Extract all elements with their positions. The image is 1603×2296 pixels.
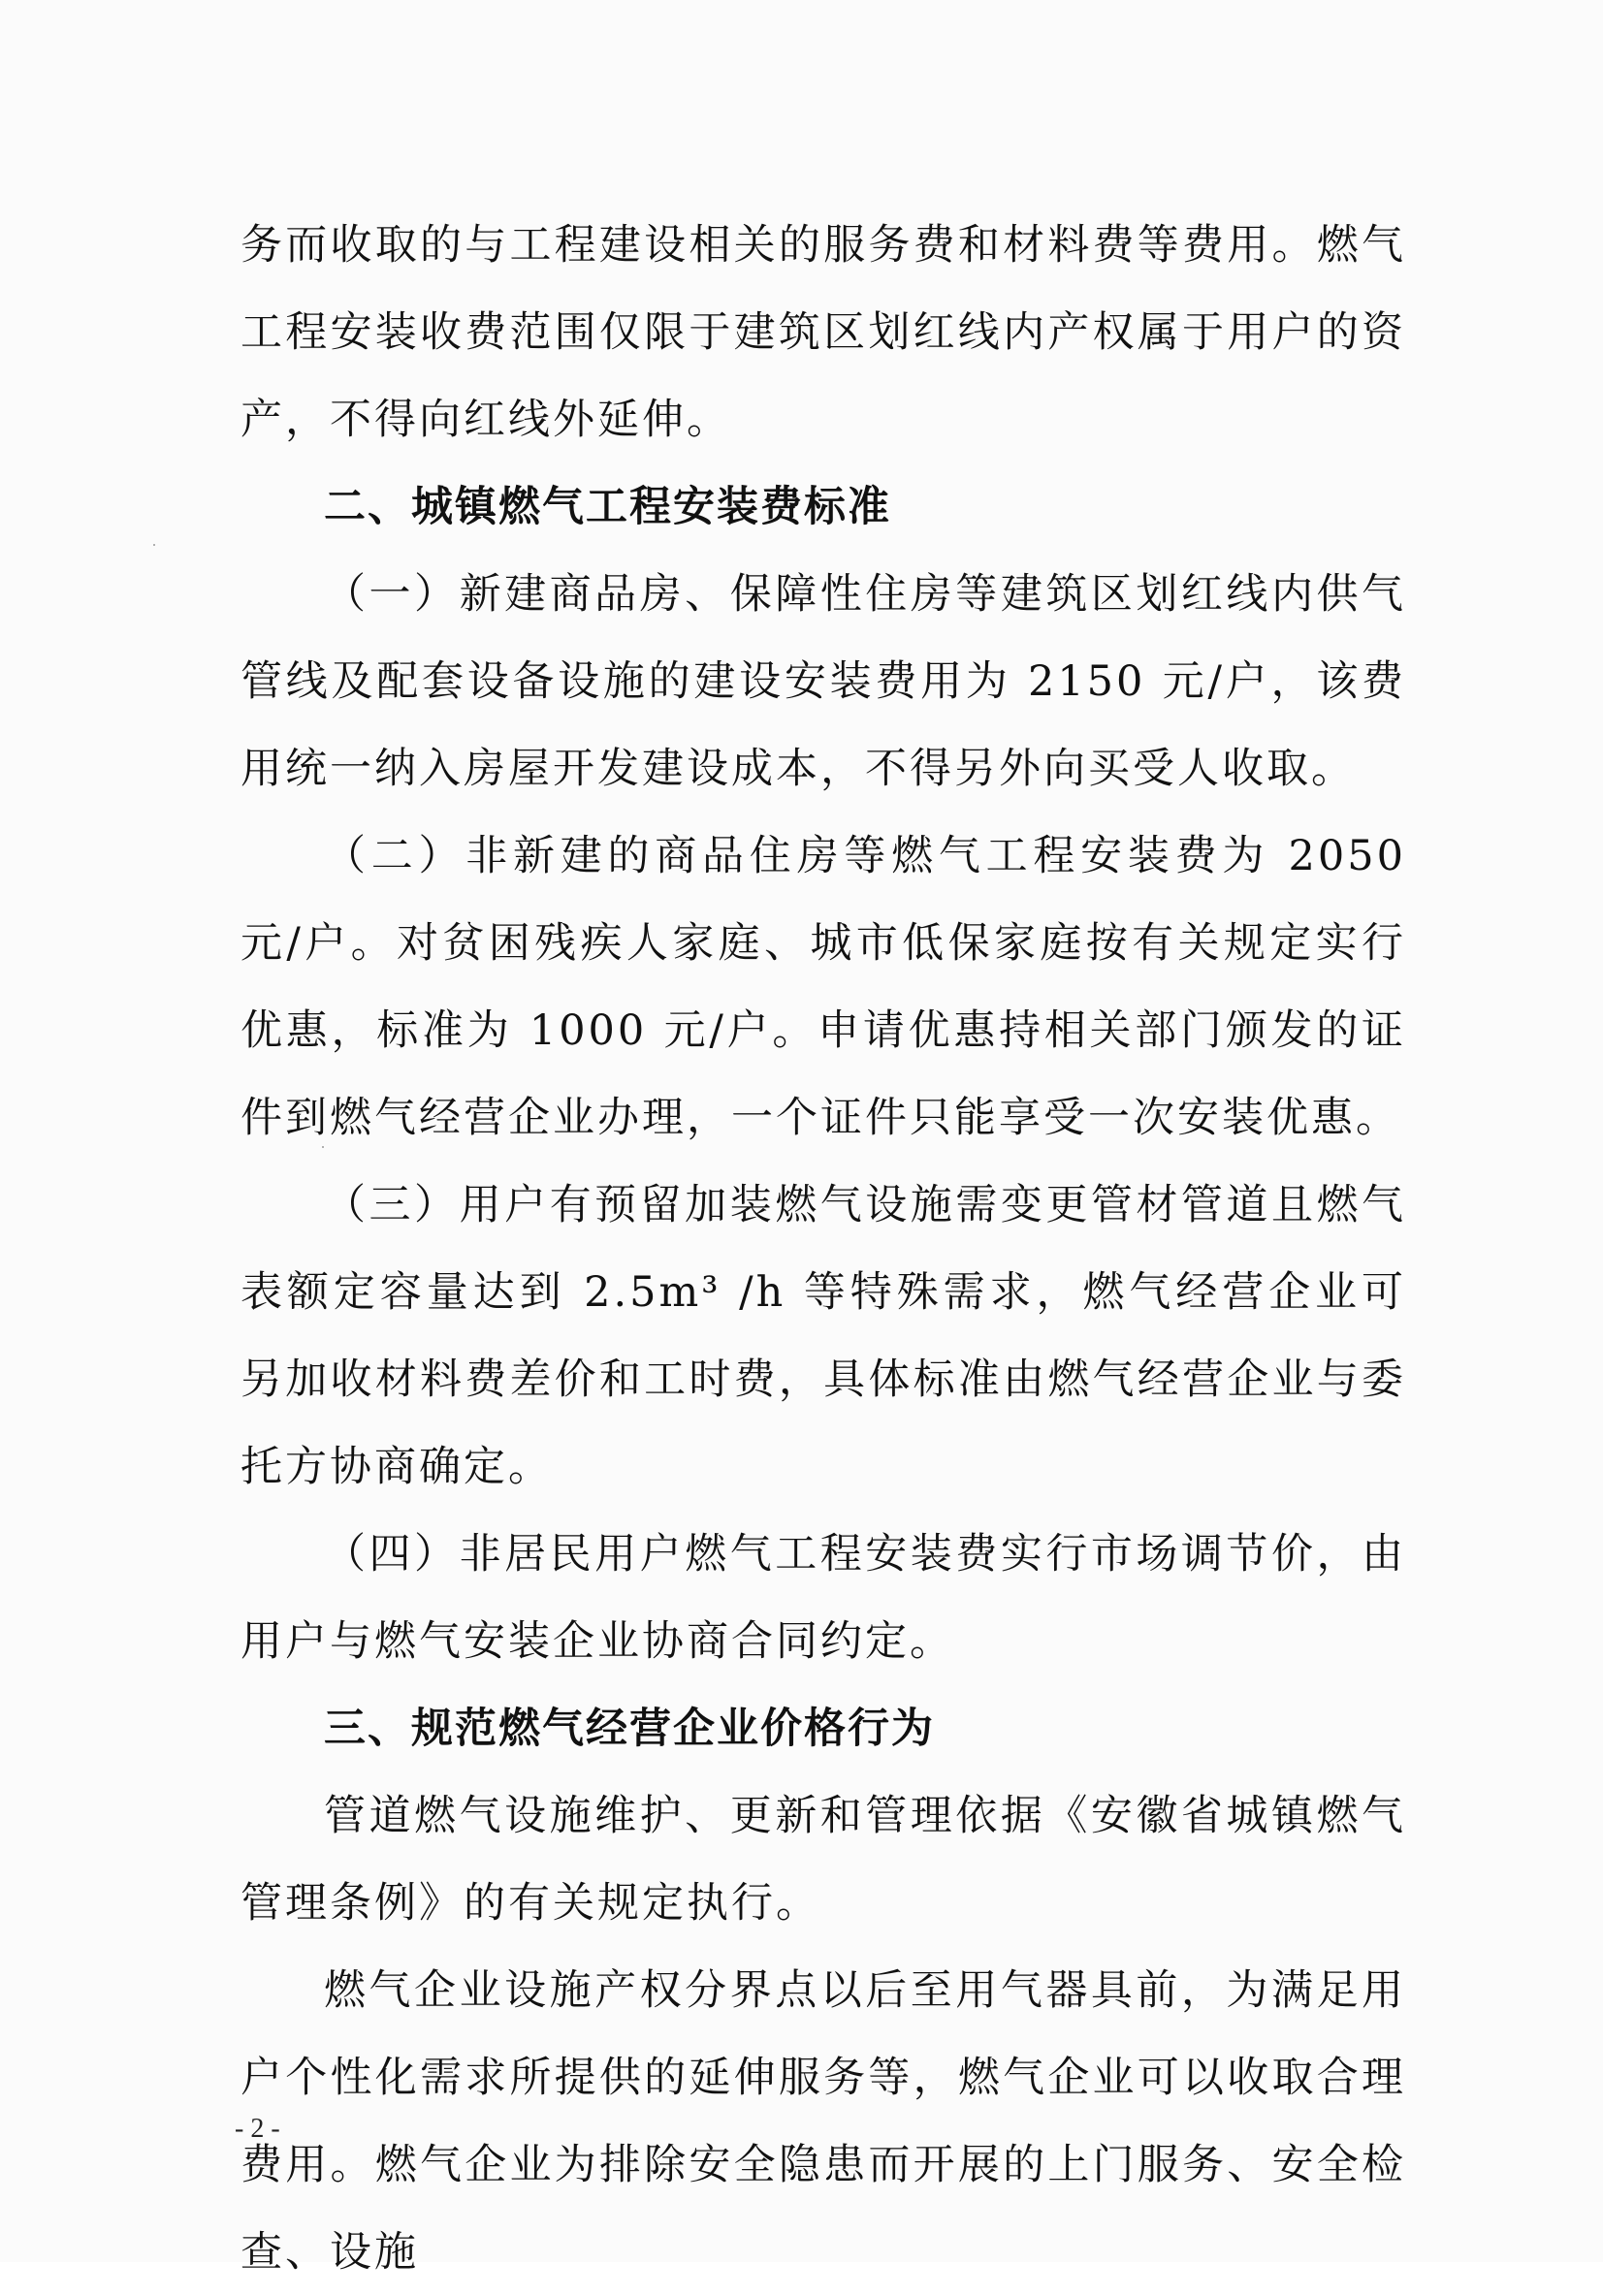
paragraph-item-1: （一）新建商品房、保障性住房等建筑区划红线内供气管线及配套设备设施的建设安装费用为 2150 元/户，该费用统一纳入房屋开发建设成本，不得另外向买受人收取。 — [240, 570, 1406, 793]
paragraph-maintenance: 管道燃气设施维护、更新和管理依据《安徽省城镇燃气管理条例》的有关规定执行。 — [240, 1792, 1406, 1928]
document-body — [240, 202, 1406, 2296]
paragraph-continuation: 务而收取的与工程建设相关的服务费和材料费等费用。燃气工程安装收费范围仅限于建筑区划红线内产权属于用户的资产，不得向红线外延伸。 — [240, 221, 1406, 444]
paragraph-extended-service: 燃气企业设施产权分界点以后至用气器具前，为满足用户个性化需求所提供的延伸服务等，燃气企业可以收取合理费用。燃气企业为排除安全隐患而开展的上门服务、安全检查、设施 — [240, 1966, 1406, 2277]
scan-speck — [153, 544, 155, 546]
section-heading-2: 二、城镇燃气工程安装费标准 — [324, 483, 891, 531]
scan-speck — [322, 1146, 324, 1148]
paragraph-item-2: （二）非新建的商品住房等燃气工程安装费为 2050 元/户。对贫困残疾人家庭、城市低保家庭按有关规定实行优惠，标准为 1000 元/户。申请优惠持相关部门颁发的证件到燃气经营企业办理，一个证件只能享受一次安装优惠。 — [240, 832, 1406, 1142]
section-heading-3: 三、规范燃气经营企业价格行为 — [324, 1705, 935, 1753]
paragraph-item-3: （三）用户有预留加装燃气设施需变更管材管道且燃气表额定容量达到 2.5m³ /h 等特殊需求，燃气经营企业可另加收材料费差价和工时费，具体标准由燃气经营企业与委托方协商确定。 — [240, 1181, 1406, 1491]
page-number: - 2 - — [235, 2114, 280, 2144]
paragraph-item-4: （四）非居民用户燃气工程安装费实行市场调节价，由用户与燃气安装企业协商合同约定。 — [240, 1530, 1406, 1666]
